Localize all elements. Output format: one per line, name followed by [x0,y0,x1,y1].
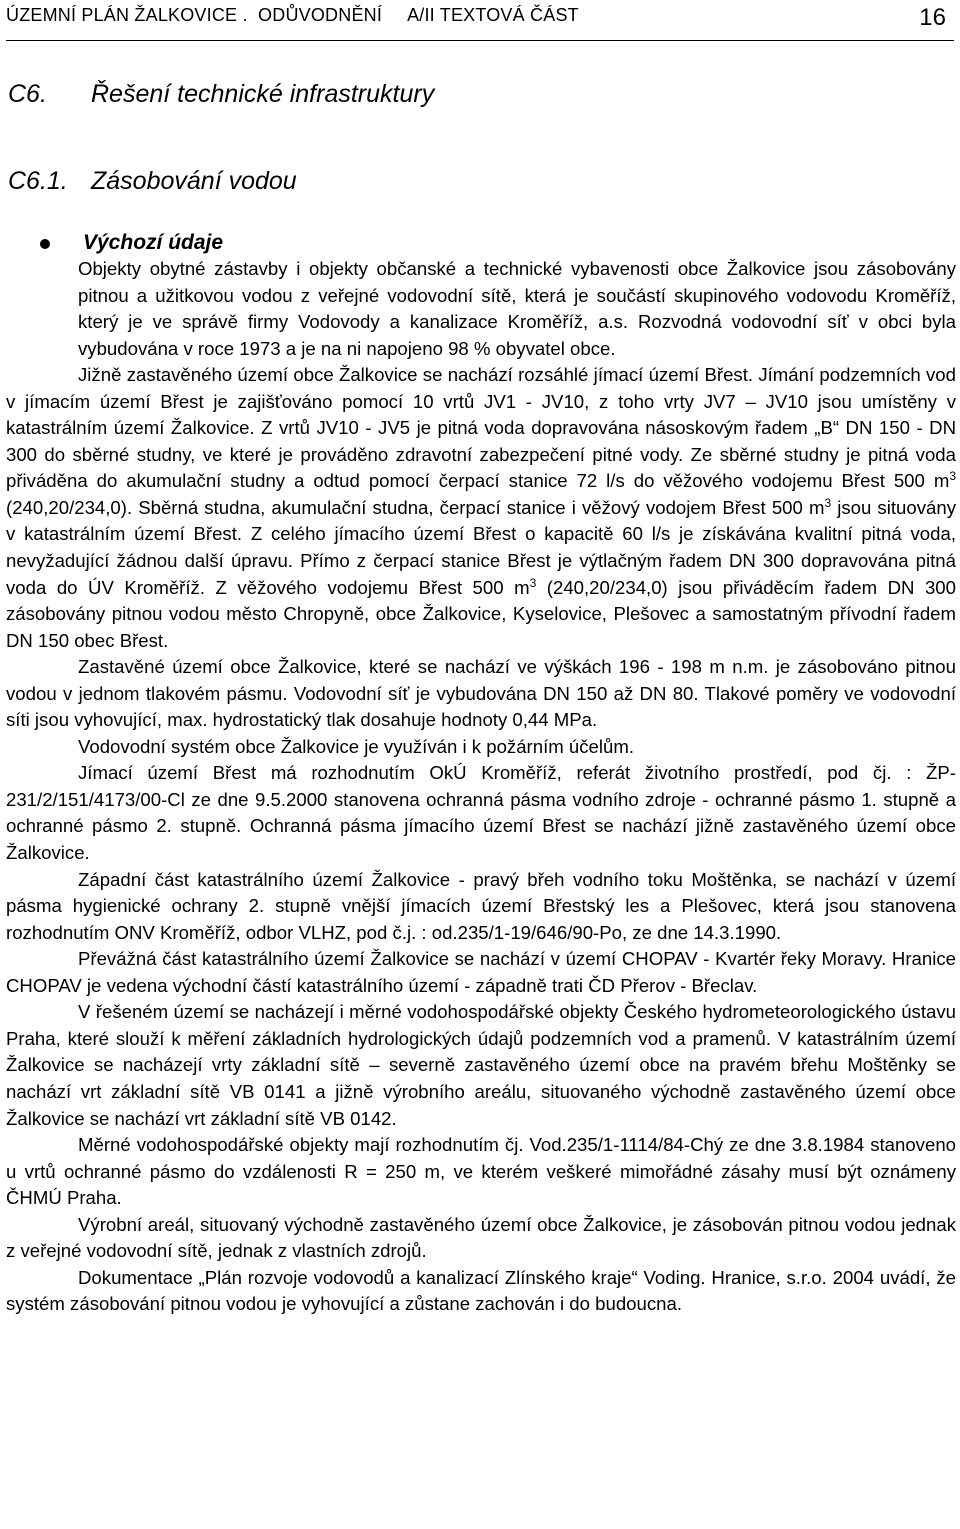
paragraph: Převážná část katastrálního území Žalkovice se nachází v území CHOPAV - Kvartér řeky Moravy. Hranice CHOPAV je vedena východní částí katastrálního území - západně trati ČD Přerov - Břeclav. [6,948,956,996]
section-number: C6. [8,80,47,108]
body-text [6,256,956,1318]
bullet-icon [40,239,50,249]
bullet-title: Výchozí údaje [83,231,224,254]
paragraph-text: Jižně zastavěného území obce Žalkovice se nachází rozsáhlé jímací území Břest. Jímání podzemních vod v jímacím území Břest je zajišťováno pomocí 10 vrtů JV1 - JV10, z toho vrty JV7 – JV10 jsou umístěny v katastrálním území Žalkovice. Z vrtů JV10 - JV5 je pitná voda dopravována násoskovým řadem „B“ DN 150 - DN 300 do sběrné studny, ve které je prováděno zdravotní zabezpečení pitné vody. Ze sběrné studny je pitná voda přiváděna do akumulační studny a odtud pomocí čerpací stanice 72 l/s do věžového vodojemu Břest 500 m [6,364,956,492]
superscript: 3 [824,495,832,510]
section-heading [8,78,434,110]
superscript: 3 [949,469,956,484]
section-title: Řešení technické infrastruktury [91,80,435,108]
paragraph-text: (240,20/234,0). Sběrná studna, akumulační studna, čerpací stanice i věžový vodojem Břest 500 m [6,496,825,518]
paragraph: Vodovodní systém obce Žalkovice je využíván i k požárním účelům. [78,735,635,757]
subsection-title: Zásobování vodou [91,167,297,195]
subsection-number: C6.1. [8,167,68,195]
paragraph: Dokumentace „Plán rozvoje vodovodů a kanalizací Zlínského kraje“ Voding. Hranice, s.r.o. 2004 uvádí, že systém zásobování pitnou vodou je vyhovující a zůstane zachován i do budoucna. [6,1266,956,1315]
paragraph: Jímací území Břest má rozhodnutím OkÚ Kroměříž, referát životního prostředí, pod čj. : ŽP-231/2/151/4173/00-Cl ze dne 9.5.2000 stanovena ochranná pásma vodního zdroje - ochranné pásmo 1. stupně a ochranné pásmo 2. stupně. Ochranná pásma jímacího území Břest se nachází jižně zastavěného území obce Žalkovice. [6,762,956,864]
paragraph [6,362,956,654]
paragraph: Výrobní areál, situovaný východně zastavěného území obce Žalkovice, je zásobován pitnou vodou jednak z veřejné vodovodní sítě, jednak z vlastních zdrojů. [6,1213,956,1262]
subsection-heading [8,165,297,197]
page-header [6,0,954,41]
paragraph-text: jsou situovány v katastrálním území Břest. Z celého jímacího území Břest o kapacitě 60 l/s je získávána kvalitní pitná voda, nevyžadující žádnou další úpravu. Přímo z čerpací stanice Břest je výtlačným řadem DN 300 dopravována pitná voda do ÚV Kroměříž. Z věžového vodojemu Břest 500 m [6,496,956,598]
header-title: ÚZEMNÍ PLÁN ŽALKOVICE . ODŮVODNĚNÍ A/II TEXTOVÁ ČÁST [6,5,579,25]
paragraph: Měrné vodohospodářské objekty mají rozhodnutím čj. Vod.235/1-1114/84-Chý ze dne 3.8.1984 stanoveno u vrtů ochranné pásmo do vzdálenosti R = 250 m, ve kterém veškeré mimořádné zásahy musí být oznámeny ČHMÚ Praha. [6,1134,956,1209]
paragraph: Objekty obytné zástavby i objekty občanské a technické vybavenosti obce Žalkovice jsou zásobovány pitnou a užitkovou vodou z veřejné vodovodní sítě, která je součástí skupinového vodovodu Kroměříž, který je ve správě firmy Vodovody a kanalizace Kroměříž, a.s. Rozvodná vodovodní síť v obci byla vybudována v roce 1973 a je na ni napojeno 98 % obyvatel obce. [78,258,956,359]
paragraph-text: (240,20/234,0) jsou přiváděcím řadem DN 300 zásobovány pitnou vodou město Chropyně, obce Žalkovice, Kyselovice, Plešovec a samostatným přívodní řadem DN 150 obec Břest. [6,576,956,651]
paragraph: Západní část katastrálního území Žalkovice - pravý břeh vodního toku Moštěnka, se nachází v území pásma hygienické ochrany 2. stupně vnější jímacích území Břestský les a Plešovec, která jsou stanovena rozhodnutím ONV Kroměříž, odbor VLHZ, pod č.j. : od.235/1-19/646/90-Po, ze dne 14.3.1990. [6,868,956,943]
paragraph: Zastavěné území obce Žalkovice, které se nachází ve výškách 196 - 198 m n.m. je zásobováno pitnou vodou v jednom tlakovém pásmu. Vodovodní síť je vybudována DN 150 až DN 80. Tlakové poměry ve vodovodní síti jsou vyhovující, max. hydrostatický tlak dosahuje hodnoty 0,44 MPa. [6,656,956,731]
paragraph: V řešeném území se nacházejí i měrné vodohospodářské objekty Českého hydrometeorologického ústavu Praha, které slouží k měření základních hydrologických údajů podzemních vod a pramenů. V katastrálním území Žalkovice se nacházejí vrty základní sítě – severně zastavěného území obce na pravém břehu Moštěnky se nachází vrt základní sítě VB 0141 a jižně výrobního areálu, situovaného východně zastavěného území obce Žalkovice se nachází vrt základní sítě VB 0142. [6,1001,956,1129]
superscript: 3 [529,575,537,590]
page-number: 16 [919,4,946,31]
